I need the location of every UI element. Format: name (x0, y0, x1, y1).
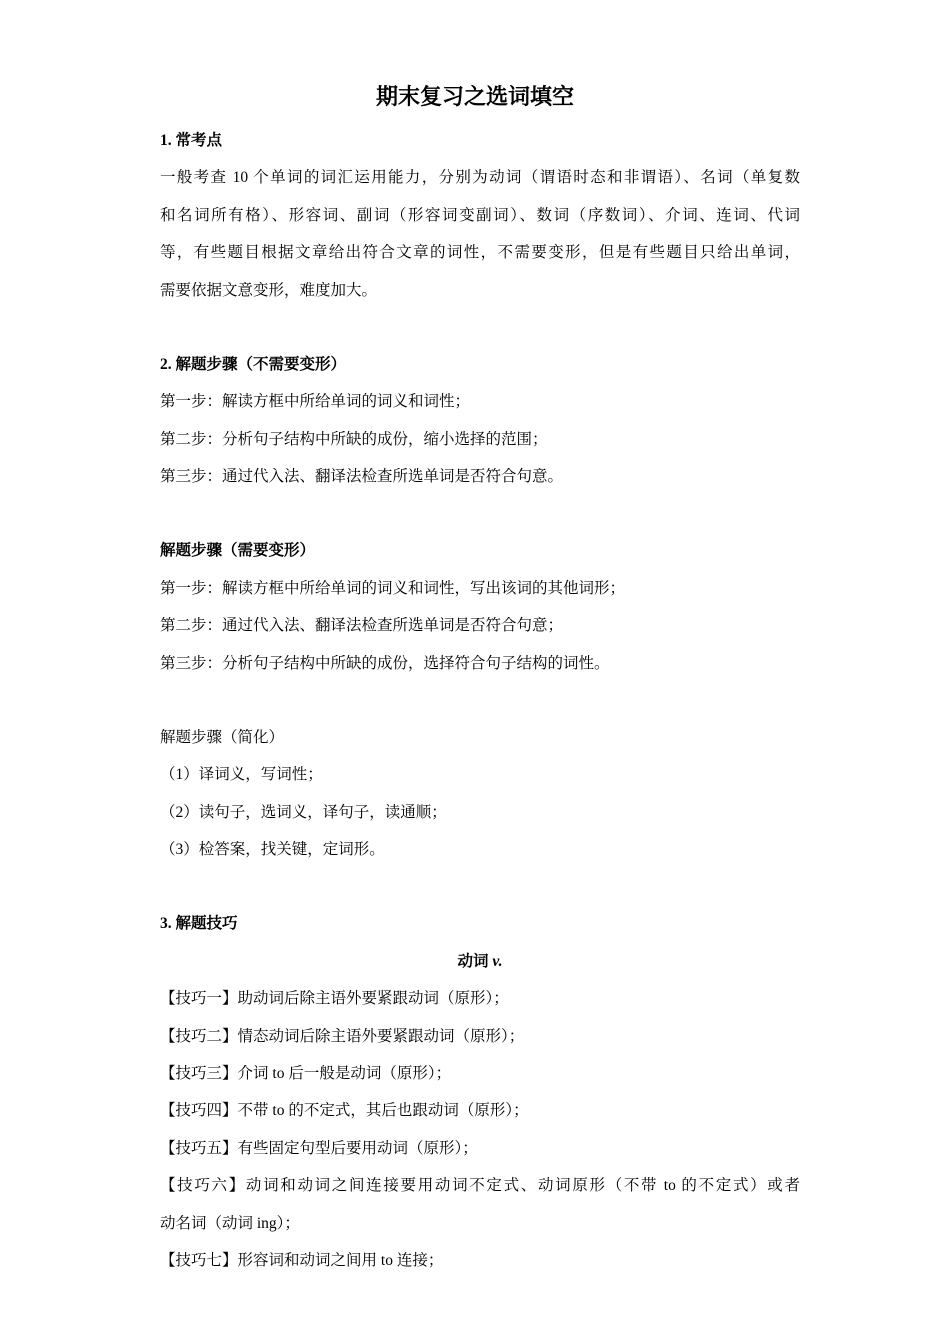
tip-text: 动名词（动词 ing）； (160, 1215, 300, 1232)
tip-text: 情态动词后除主语外要紧跟动词（原形）； (237, 1028, 525, 1045)
section-heading-key-points: 1. 常考点 (160, 132, 223, 149)
step-line: 第二步：通过代入法、翻译法检查所选单词是否符合句意； (160, 617, 564, 634)
tip-tag: 【技巧七】 (160, 1252, 238, 1269)
tip-line (160, 1137, 478, 1161)
tip-line (160, 1249, 443, 1273)
step-line: （3）检答案，找关键，定词形。 (160, 841, 385, 858)
subheading-verb-cn: 动词 (457, 953, 493, 970)
step-line: 第三步：分析句子结构中所缺的成份，选择符合句子结构的词性。 (160, 655, 610, 672)
paragraph-line: 一般考查 10 个单词的词汇运用能力，分别为动词（谓语时态和非谓语）、名词（单复数 (160, 169, 800, 186)
tip-tag: 【技巧六】 (160, 1177, 246, 1194)
step-line: 第三步：通过代入法、翻译法检查所选单词是否符合句意。 (160, 468, 564, 485)
tip-tag: 【技巧二】 (160, 1028, 238, 1045)
paragraph-line: 等，有些题目根据文章给出符合文章的词性，不需要变形，但是有些题目只给出单词， (160, 244, 800, 261)
tip-text: 介词 to 后一般是动词（原形）； (237, 1065, 452, 1082)
tip-line (160, 1025, 524, 1049)
tip-text: 助动词后除主语外要紧跟动词（原形）； (237, 990, 509, 1007)
tip-tag: 【技巧三】 (160, 1065, 238, 1082)
tip-line (160, 1062, 451, 1086)
subheading-verb-abbr: v. (492, 953, 503, 970)
tip-line-continuation (160, 1212, 300, 1236)
tip-text: 有些固定句型后要用动词（原形）； (237, 1140, 478, 1157)
section-heading-techniques: 3. 解题技巧 (160, 915, 238, 932)
tip-line (160, 1099, 529, 1123)
tip-text: 不带 to 的不定式，其后也跟动词（原形）； (237, 1102, 529, 1119)
paragraph-line: 和名词所有格）、形容词、副词（形容词变副词）、数词（序数词）、介词、连词、代词 (160, 207, 800, 224)
step-line: 第一步：解读方框中所给单词的词义和词性； (160, 393, 471, 410)
step-line: （1）译词义，写词性； (160, 766, 323, 783)
paragraph-line: 需要依据文意变形，难度加大。 (160, 282, 378, 299)
tip-tag: 【技巧一】 (160, 990, 238, 1007)
section-heading-steps-simplified: 解题步骤（简化） (160, 729, 285, 746)
tip-tag: 【技巧四】 (160, 1102, 238, 1119)
step-line: 第二步：分析句子结构中所缺的成份，缩小选择的范围； (160, 431, 548, 448)
section-heading-steps-no-change: 2. 解题步骤（不需要变形） (160, 356, 347, 373)
section-heading-steps-change: 解题步骤（需要变形） (160, 542, 316, 559)
tip-text: 动词和动词之间连接要用动词不定式、动词原形（不带 to 的不定式）或者 (245, 1177, 800, 1194)
step-line: 第一步：解读方框中所给单词的词义和词性，写出该词的其他词形； (160, 580, 626, 597)
subheading-verb (160, 950, 800, 974)
step-line: （2）读句子，选词义，译句子，读通顺； (160, 804, 447, 821)
tip-line (160, 987, 509, 1011)
tip-text: 形容词和动词之间用 to 连接； (237, 1252, 444, 1269)
tip-line (160, 1174, 800, 1198)
tip-tag: 【技巧五】 (160, 1140, 238, 1157)
page-title: 期末复习之选词填空 (375, 84, 574, 109)
